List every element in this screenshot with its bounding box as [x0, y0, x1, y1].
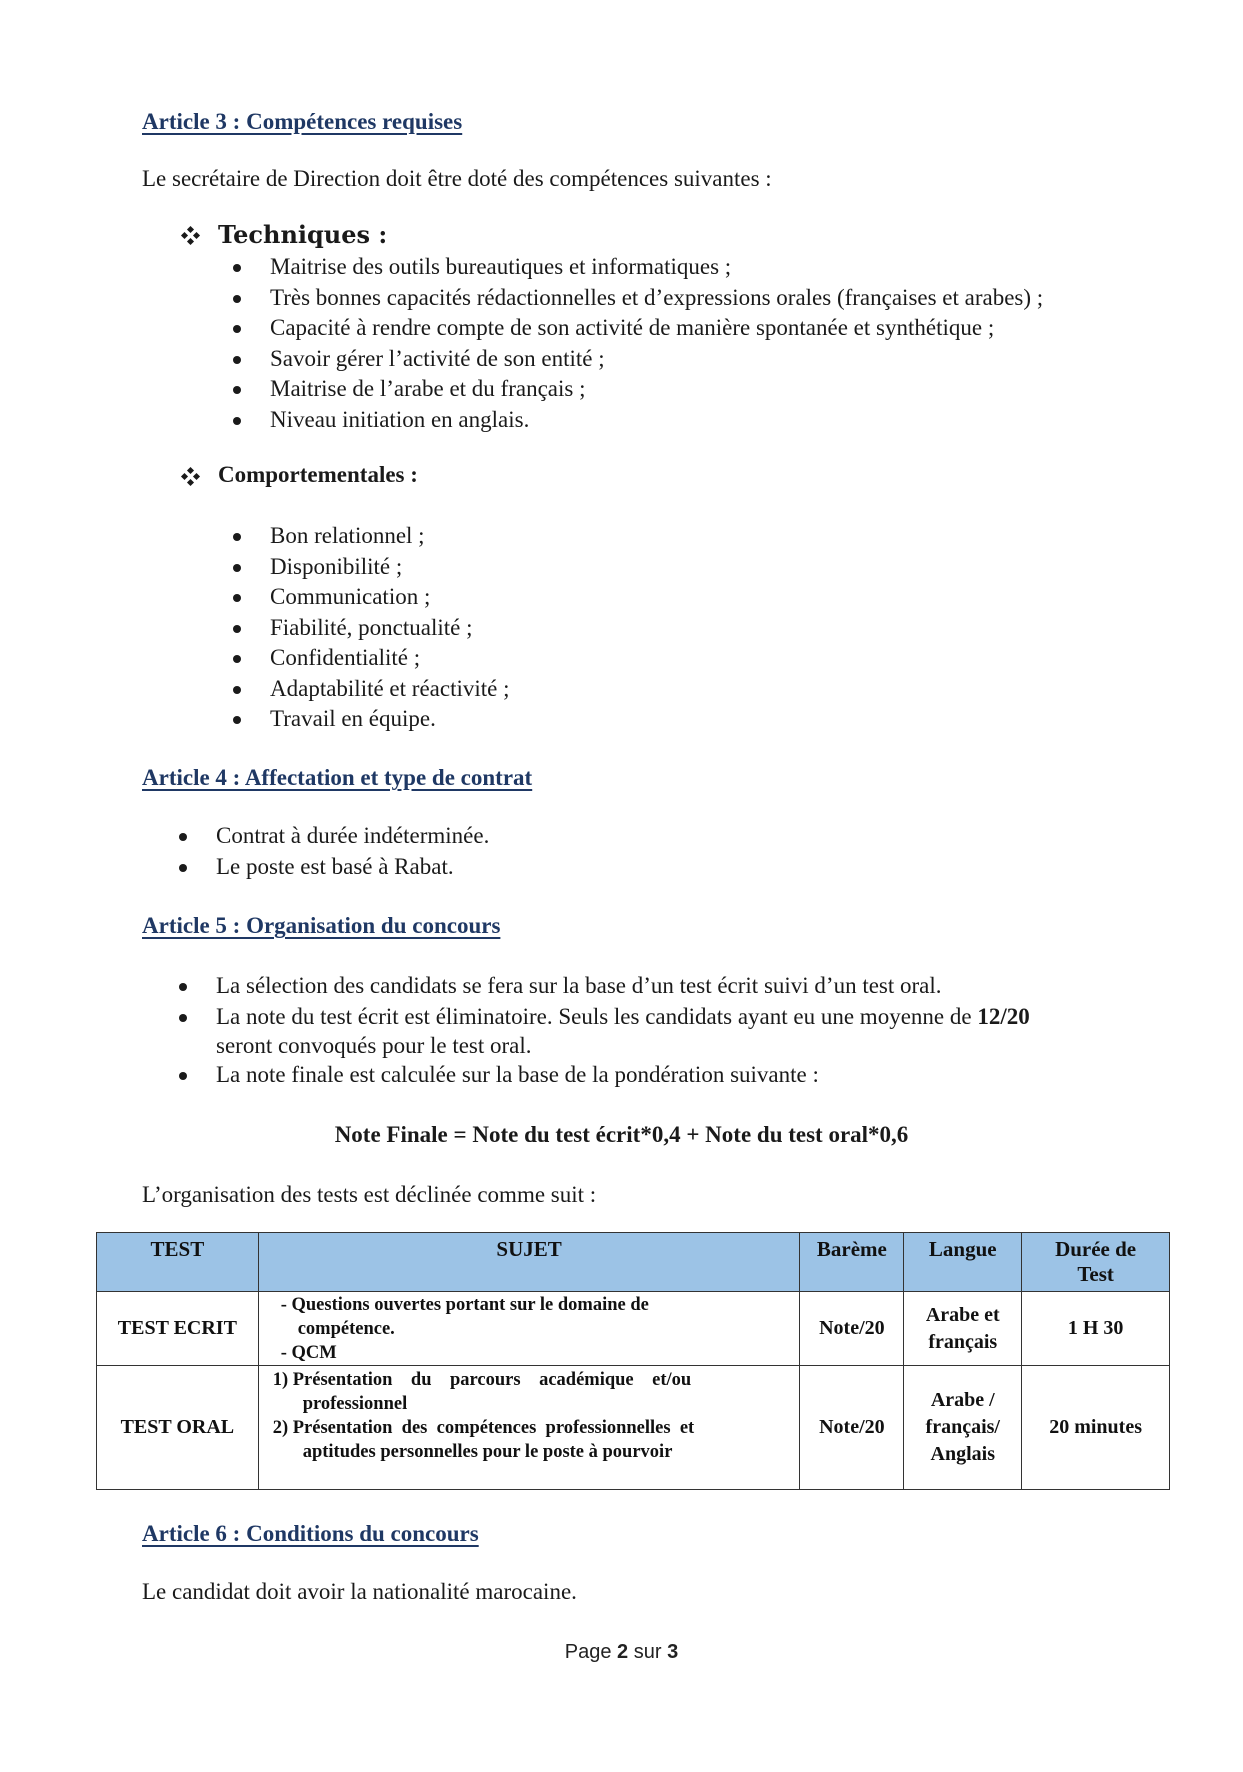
page-number: Page 2 sur 3 — [564, 1641, 679, 1663]
header-langue: Langue — [904, 1233, 1022, 1292]
article-4-title: Article 4 : Affectation et type de contrat — [142, 765, 533, 790]
list-item: Savoir gérer l’activité de son entité ; — [270, 344, 1043, 375]
article-3-title: Article 3 : Compétences requises — [142, 109, 463, 134]
article-6-title: Article 6 : Conditions du concours — [142, 1521, 479, 1546]
list-item: Le poste est basé à Rabat. — [216, 852, 489, 883]
list-item: La note du test écrit est éliminatoire. Seuls les candidats ayant eu une moyenne de 12/20 seront convoqués pour le test oral. — [216, 1002, 1156, 1060]
cell-sujet: 1) Présentation du parcours académique et/ou professionnel 2) Présentation des compétences professionnelles et aptitudes personnelles pour le poste à pourvoir — [258, 1366, 800, 1490]
table-row — [97, 1366, 1170, 1490]
cell-sujet: - Questions ouvertes portant sur le domaine de compétence. - QCM — [258, 1292, 800, 1366]
techniques-label: Techniques : — [218, 220, 388, 249]
list-item: Niveau initiation en anglais. — [270, 405, 1043, 436]
article-3-intro: Le secrétaire de Direction doit être doté des compétences suivantes : — [142, 166, 772, 191]
comportementales-label: Comportementales : — [218, 462, 418, 487]
article-5-list — [216, 971, 1156, 1090]
cell-duree: 20 minutes — [1022, 1366, 1170, 1490]
list-item: Capacité à rendre compte de son activité de manière spontanée et synthétique ; — [270, 313, 1043, 344]
list-item: Disponibilité ; — [270, 552, 509, 583]
table-row — [97, 1292, 1170, 1366]
article-5-title: Article 5 : Organisation du concours — [142, 913, 501, 938]
list-item: Confidentialité ; — [270, 643, 509, 674]
list-item: Contrat à durée indéterminée. — [216, 821, 489, 852]
cell-bareme: Note/20 — [800, 1292, 904, 1366]
list-item: Communication ; — [270, 582, 509, 613]
cell-duree: 1 H 30 — [1022, 1292, 1170, 1366]
list-item: La sélection des candidats se fera sur la base d’un test écrit suivi d’un test oral. — [216, 971, 1156, 1002]
techniques-list — [270, 252, 1043, 435]
header-bareme: Barème — [800, 1233, 904, 1292]
cell-langue: Arabe et français — [904, 1292, 1022, 1366]
diamond-bullet-icon — [182, 227, 200, 245]
list-item: Bon relationnel ; — [270, 521, 509, 552]
formula: Note Finale = Note du test écrit*0,4 + Note du test oral*0,6 — [334, 1122, 909, 1147]
list-item: Fiabilité, ponctualité ; — [270, 613, 509, 644]
list-item: Maitrise des outils bureautiques et informatiques ; — [270, 252, 1043, 283]
list-item: Adaptabilité et réactivité ; — [270, 674, 509, 705]
list-item: La note finale est calculée sur la base de la pondération suivante : — [216, 1060, 1156, 1091]
header-sujet: SUJET — [258, 1233, 800, 1292]
organisation-intro: L’organisation des tests est déclinée comme suit : — [142, 1182, 597, 1207]
table-header-row — [97, 1233, 1170, 1292]
article-4-list — [216, 821, 489, 882]
tests-table — [96, 1232, 1170, 1490]
header-test: TEST — [97, 1233, 259, 1292]
header-duree: Durée de Test — [1022, 1233, 1170, 1292]
article-6-text: Le candidat doit avoir la nationalité marocaine. — [142, 1579, 577, 1604]
cell-test: TEST ECRIT — [97, 1292, 259, 1366]
cell-langue: Arabe / français/ Anglais — [904, 1366, 1022, 1490]
diamond-bullet-icon — [182, 468, 200, 486]
cell-bareme: Note/20 — [800, 1366, 904, 1490]
list-item: Très bonnes capacités rédactionnelles et d’expressions orales (françaises et arabes) ; — [270, 283, 1043, 314]
cell-test: TEST ORAL — [97, 1366, 259, 1490]
list-item: Maitrise de l’arabe et du français ; — [270, 374, 1043, 405]
list-item: Travail en équipe. — [270, 704, 509, 735]
comportementales-list — [270, 521, 509, 735]
